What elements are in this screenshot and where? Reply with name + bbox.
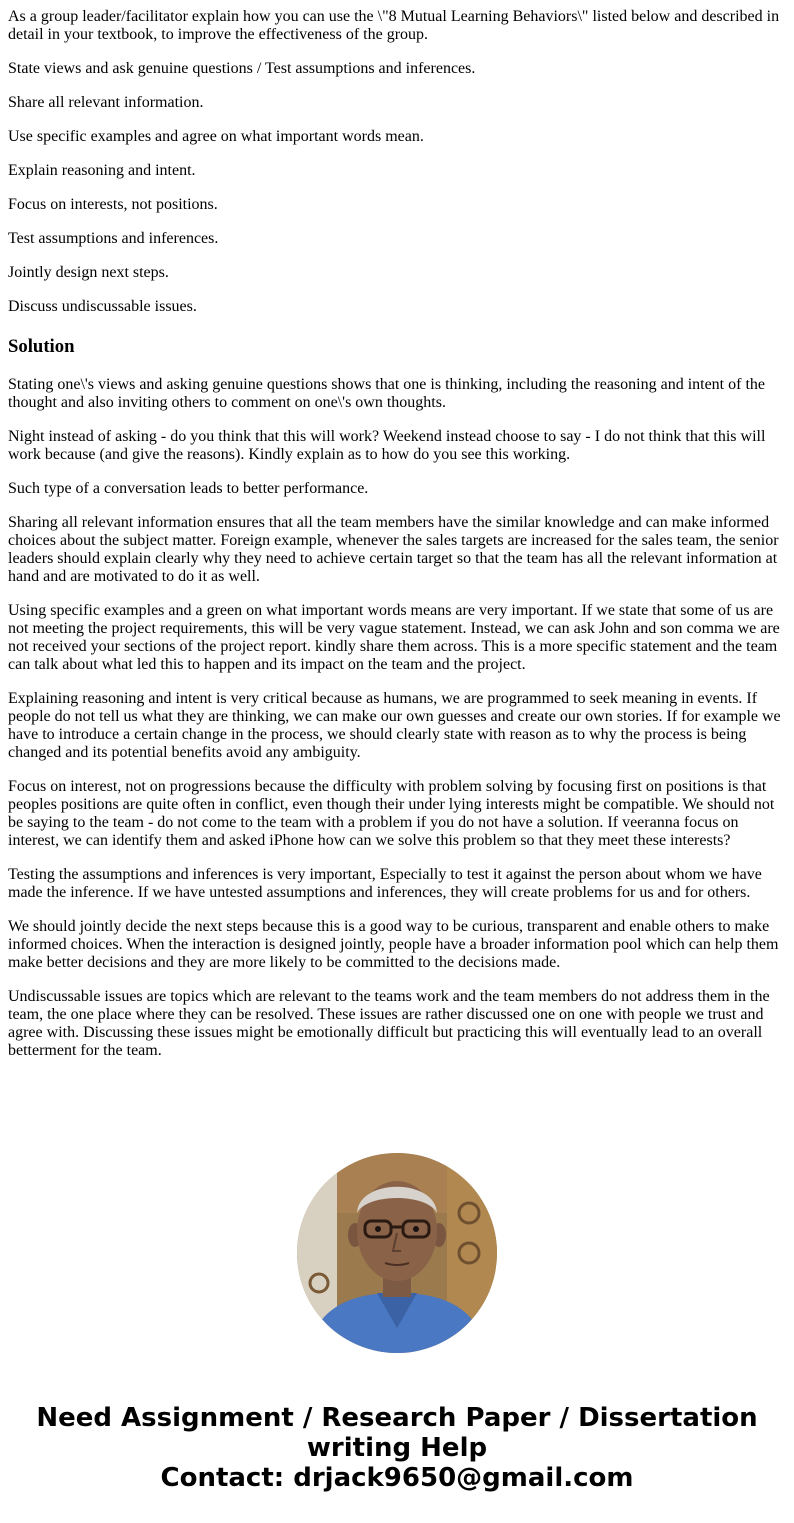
- solution-paragraph: Focus on interest, not on progressions because the difficulty with problem solving by focusing first on positions is that peoples positions are quite often in conflict, even though their under lying interests might be compatible. We should not be saying to the team - do not come to the team with a problem if you do not have a solution. If veeranna focus on interest, we can identify them and asked iPhone how can we solve this problem so that they meet these interests?: [8, 778, 775, 849]
- solution-paragraph: Night instead of asking - do you think that this will work? Weekend instead choose to say - I do not think that this will work because (and give the reasons). Kindly explain as to how do you see this working.: [8, 428, 766, 463]
- solution-paragraph: Explaining reasoning and intent is very critical because as humans, we are programmed to seek meaning in events. If people do not tell us what they are thinking, we can make our own guesses and create our own stories. If for example we have to introduce a certain change in the process, we should clearly state with reason as to why the process is being changed and its potential benefits avoid any ambiguity.: [8, 690, 781, 761]
- question-item: Share all relevant information.: [8, 94, 204, 111]
- avatar-portrait-image: [297, 1153, 497, 1353]
- solution-paragraph: Testing the assumptions and inferences is very important, Especially to test it against the person about whom we have made the inference. If we have untested assumptions and inferences, they will create problems for us and for others.: [8, 866, 762, 901]
- footer-help-text: Need Assignment / Research Paper / Dissertation writing Help: [36, 1403, 758, 1463]
- question-item: State views and ask genuine questions / Test assumptions and inferences.: [8, 60, 476, 77]
- question-item: Use specific examples and agree on what important words mean.: [8, 128, 424, 145]
- question-item: Focus on interests, not positions.: [8, 196, 218, 213]
- solution-heading: Solution: [8, 336, 75, 357]
- solution-paragraph: Stating one\'s views and asking genuine questions shows that one is thinking, including the reasoning and intent of the thought and also inviting others to comment on one\'s own thoughts.: [8, 376, 765, 411]
- question-item: Test assumptions and inferences.: [8, 230, 219, 247]
- question-item: Discuss undiscussable issues.: [8, 298, 197, 315]
- question-intro: As a group leader/facilitator explain how you can use the \"8 Mutual Learning Behaviors\" listed below and described in detail in your textbook, to improve the effectiveness of the group.: [8, 8, 780, 43]
- solution-paragraph: Sharing all relevant information ensures that all the team members have the similar knowledge and can make informed choices about the subject matter. Foreign example, whenever the sales targets are increased for the sales team, the senior leaders should explain clearly why they need to achieve certain target so that the team has all the relevant information at hand and are motivated to do it as well.: [8, 514, 779, 585]
- question-item: Explain reasoning and intent.: [8, 162, 196, 179]
- solution-paragraph: We should jointly decide the next steps because this is a good way to be curious, transparent and enable others to make informed choices. When the interaction is designed jointly, people have a broader information pool which can help them make better decisions and they are more likely to be committed to the decisions made.: [8, 918, 779, 971]
- solution-paragraph: Using specific examples and a green on what important words means are very important. If we state that some of us are not meeting the project requirements, this will be very vague statement. Instead, we can ask John and son comma we are not received your sections of the project report. kindly share them across. This is a more specific statement and the team can talk about what led this to happen and its impact on the team and the project.: [8, 602, 780, 673]
- footer-banner: [0, 1403, 794, 1493]
- document-body: [8, 8, 786, 1076]
- avatar: [297, 1153, 497, 1353]
- solution-paragraph: Undiscussable issues are topics which are relevant to the teams work and the team members do not address them in the team, the one place where they can be resolved. These issues are rather discussed one on one with people we trust and agree with. Discussing these issues might be emotionally difficult but practicing this will eventually lead to an overall betterment for the team.: [8, 988, 770, 1059]
- question-item: Jointly design next steps.: [8, 264, 169, 281]
- footer-contact-text: Contact: drjack9650@gmail.com: [160, 1463, 634, 1493]
- solution-paragraph: Such type of a conversation leads to better performance.: [8, 480, 369, 497]
